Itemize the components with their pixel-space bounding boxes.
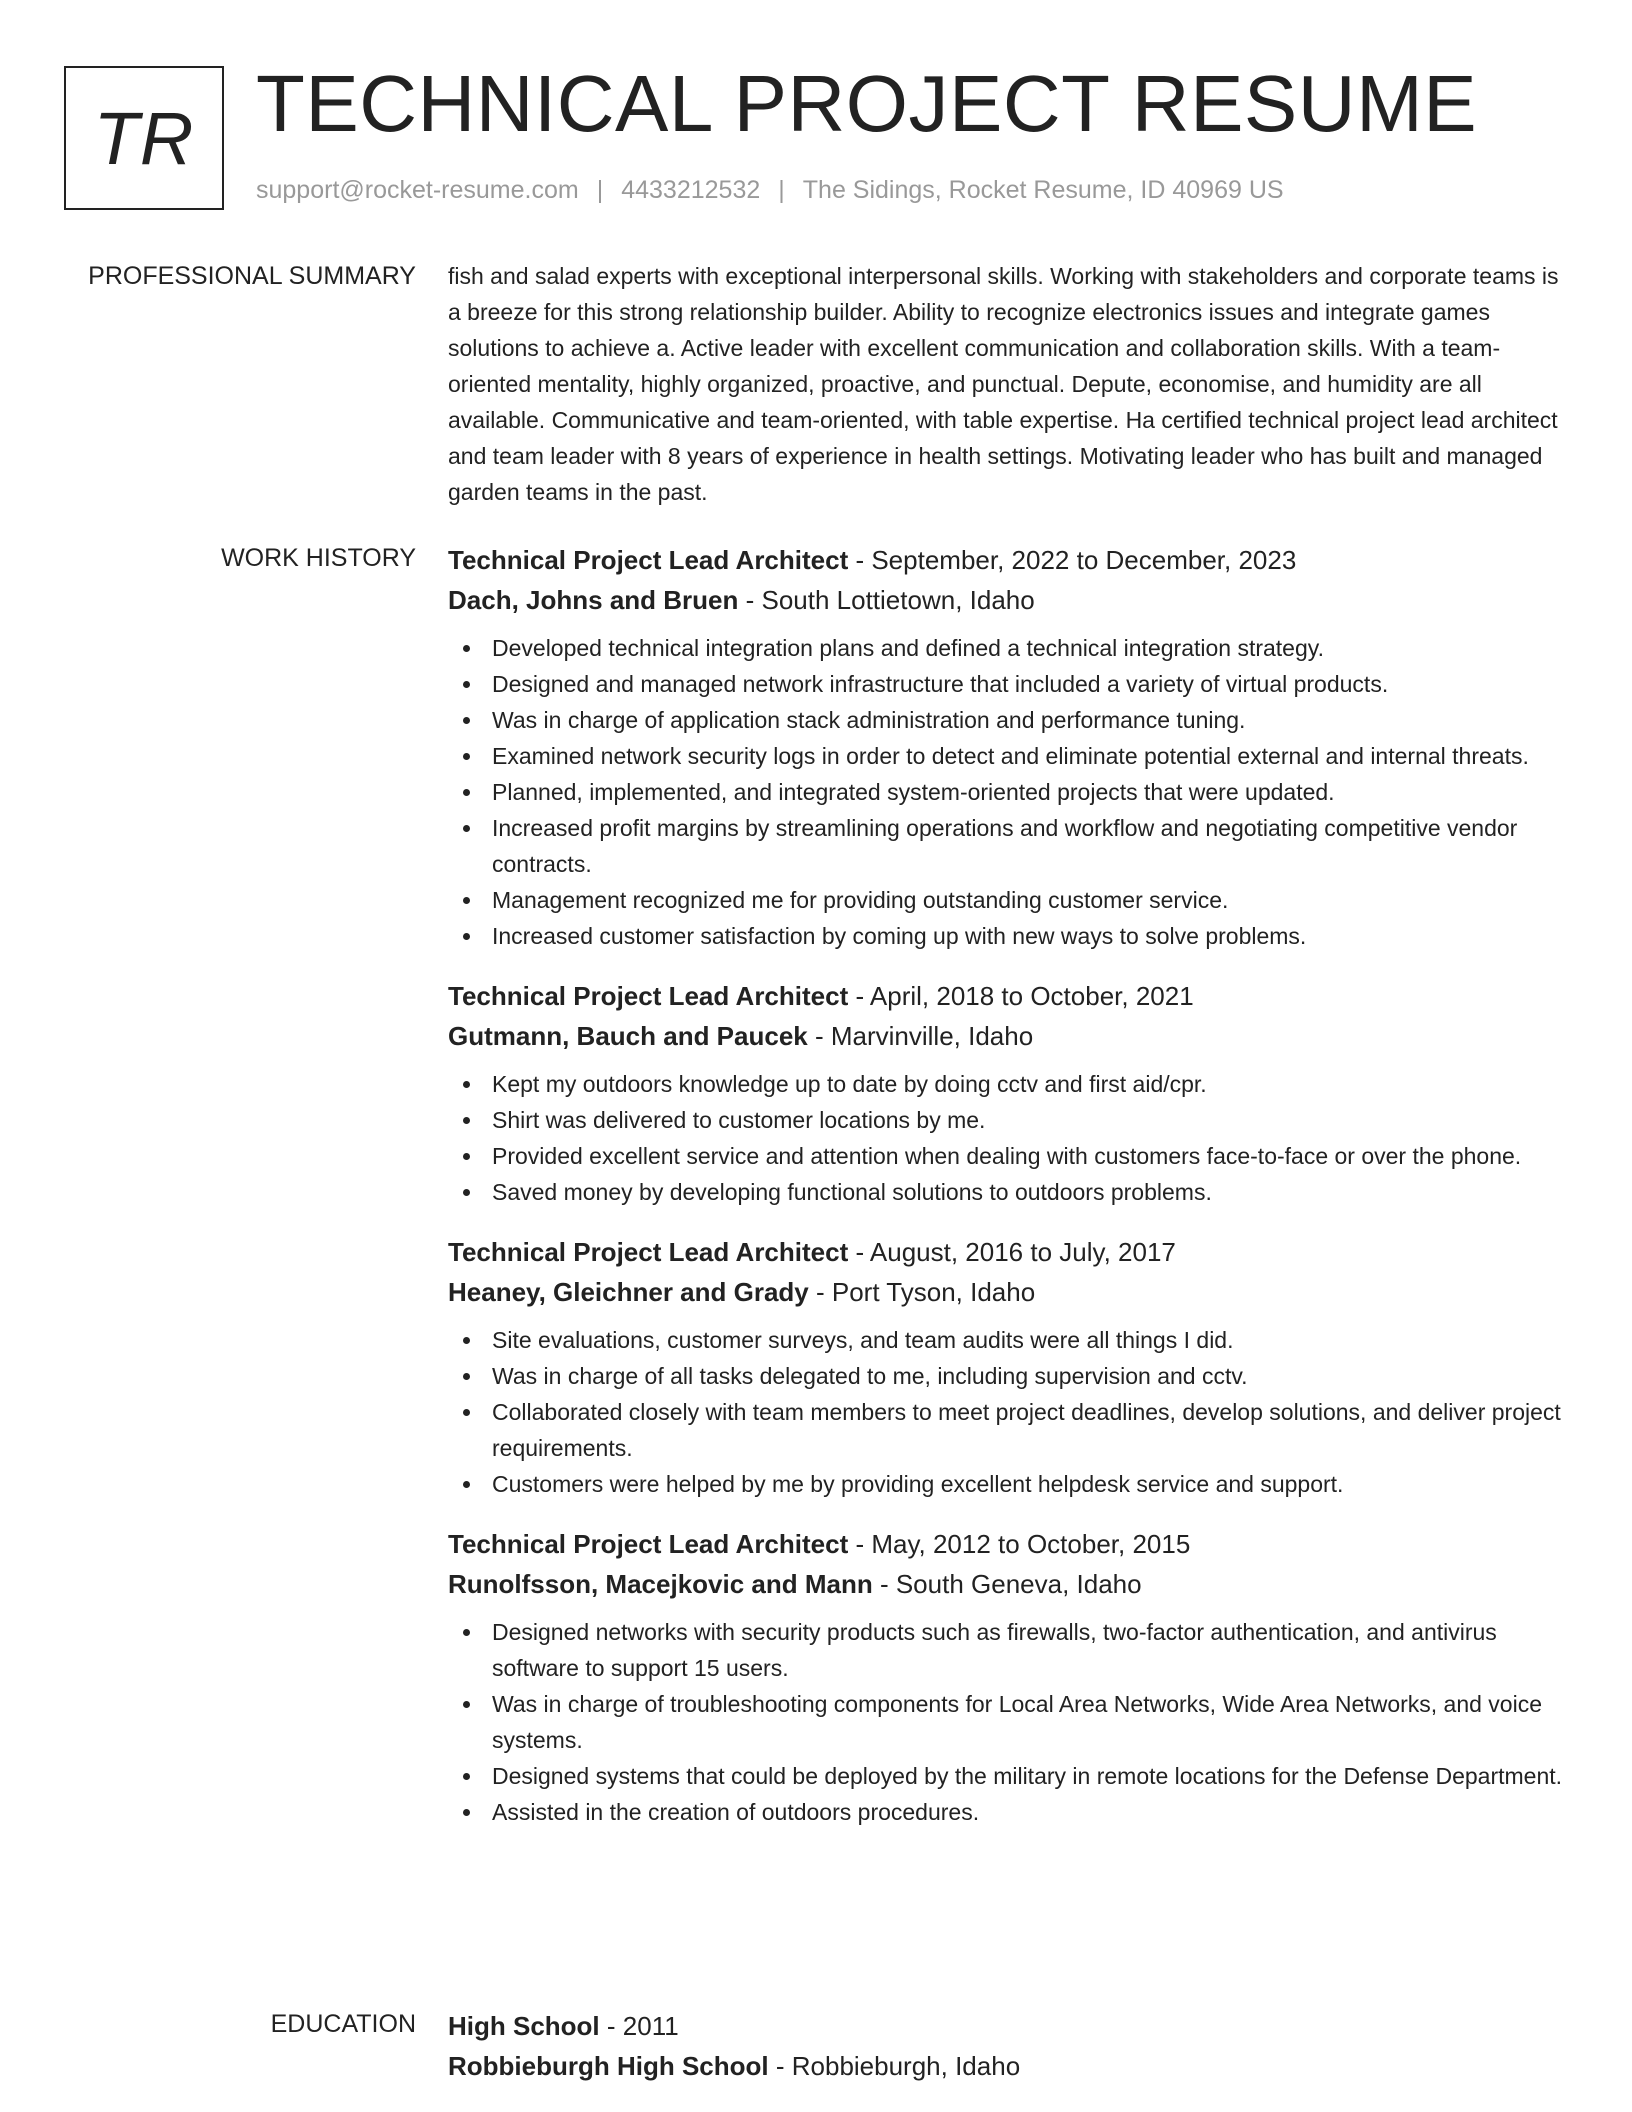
job-title: Technical Project Lead Architect (448, 1529, 849, 1559)
job-bullet: Provided excellent service and attention when dealing with customers face-to-face or over the phone. (448, 1138, 1568, 1174)
job-bullet: Assisted in the creation of outdoors procedures. (448, 1794, 1568, 1830)
job-bullet: Was in charge of application stack administration and performance tuning. (448, 702, 1568, 738)
job-company-line (448, 580, 1568, 620)
job-bullet: Designed and managed network infrastructure that included a variety of virtual products. (448, 666, 1568, 702)
job-company: Gutmann, Bauch and Paucek (448, 1021, 808, 1051)
monogram-initials: TR (93, 96, 195, 180)
monogram-box (64, 66, 224, 210)
contact-address: The Sidings, Rocket Resume, ID 40969 US (802, 176, 1284, 204)
job-company: Runolfsson, Macejkovic and Mann (448, 1569, 873, 1599)
job-company-line (448, 1564, 1568, 1604)
job-title-line (448, 540, 1568, 580)
resume-title: TECHNICAL PROJECT RESUME (256, 59, 1478, 148)
job-title-line (448, 1524, 1568, 1564)
job-bullet: Planned, implemented, and integrated system-oriented projects that were updated. (448, 774, 1568, 810)
job-title: Technical Project Lead Architect (448, 981, 849, 1011)
education-school: Robbieburgh High School (448, 2051, 769, 2081)
job-bullet: Shirt was delivered to customer locations by me. (448, 1102, 1568, 1138)
job-company: Dach, Johns and Bruen (448, 585, 739, 615)
job-location: - Marvinville, Idaho (807, 1021, 1034, 1051)
job-entry (448, 1524, 1568, 1830)
job-dates: - May, 2012 to October, 2015 (848, 1529, 1191, 1559)
job-bullet: Increased customer satisfaction by coming up with new ways to solve problems. (448, 918, 1568, 954)
job-bullet: Kept my outdoors knowledge up to date by doing cctv and first aid/cpr. (448, 1066, 1568, 1102)
contact-separator: | (596, 176, 604, 204)
job-entry (448, 976, 1568, 1210)
contact-email: support@rocket-resume.com (256, 176, 579, 204)
contact-phone: 4433212532 (621, 176, 761, 204)
job-title-line (448, 976, 1568, 1016)
job-bullet: Saved money by developing functional solutions to outdoors problems. (448, 1174, 1568, 1210)
contact-line (256, 174, 1284, 207)
job-location: - South Lottietown, Idaho (738, 585, 1035, 615)
education-year: - 2011 (599, 2011, 679, 2041)
contact-separator: | (778, 176, 785, 204)
summary-label: PROFESSIONAL SUMMARY (88, 262, 416, 290)
education-location: - Robbieburgh, Idaho (768, 2051, 1021, 2081)
job-dates: - April, 2018 to October, 2021 (848, 981, 1194, 1011)
education-degree-line (448, 2006, 1568, 2046)
job-company-line (448, 1016, 1568, 1056)
job-dates: - August, 2016 to July, 2017 (848, 1237, 1176, 1267)
job-bullet: Increased profit margins by streamlining operations and workflow and negotiating competitive vendor contracts. (448, 810, 1568, 882)
education-label: EDUCATION (270, 2010, 416, 2038)
job-location: - Port Tyson, Idaho (808, 1277, 1036, 1307)
job-entry (448, 540, 1568, 954)
job-bullets (448, 1614, 1568, 1830)
job-bullet: Site evaluations, customer surveys, and team audits were all things I did. (448, 1322, 1568, 1358)
work-history-label: WORK HISTORY (221, 544, 416, 572)
job-bullet: Management recognized me for providing outstanding customer service. (448, 882, 1568, 918)
job-bullet: Examined network security logs in order to detect and eliminate potential external and internal threats. (448, 738, 1568, 774)
education-degree: High School (448, 2011, 600, 2041)
job-title: Technical Project Lead Architect (448, 545, 849, 575)
job-title-line (448, 1232, 1568, 1272)
job-bullet: Was in charge of all tasks delegated to me, including supervision and cctv. (448, 1358, 1568, 1394)
job-bullet: Designed networks with security products such as firewalls, two-factor authentication, and antivirus software to support 15 users. (448, 1614, 1568, 1686)
job-company-line (448, 1272, 1568, 1312)
job-bullet: Developed technical integration plans and defined a technical integration strategy. (448, 630, 1568, 666)
job-bullet: Collaborated closely with team members to meet project deadlines, develop solutions, and deliver project requirements. (448, 1394, 1568, 1466)
job-bullets (448, 1322, 1568, 1502)
job-bullets (448, 1066, 1568, 1210)
job-entry (448, 1232, 1568, 1502)
education-body (448, 2006, 1568, 2086)
work-history-body (448, 540, 1568, 1852)
job-bullet: Customers were helped by me by providing excellent helpdesk service and support. (448, 1466, 1568, 1502)
job-bullet: Designed systems that could be deployed by the military in remote locations for the Defense Department. (448, 1758, 1568, 1794)
job-location: - South Geneva, Idaho (872, 1569, 1142, 1599)
job-dates: - September, 2022 to December, 2023 (848, 545, 1297, 575)
job-company: Heaney, Gleichner and Grady (448, 1277, 809, 1307)
job-bullets (448, 630, 1568, 954)
job-bullet: Was in charge of troubleshooting components for Local Area Networks, Wide Area Networks, and voice systems. (448, 1686, 1568, 1758)
summary-text: fish and salad experts with exceptional interpersonal skills. Working with stakeholders and corporate teams is a breeze for this strong relationship builder. Ability to recognize electronics issues and integrate games solutions to achieve a. Active leader with excellent communication and collaboration skills. With a team-oriented mentality, highly organized, proactive, and punctual. Depute, economise, and humidity are all available. Communicative and team-oriented, with table expertise. Ha certified technical project lead architect and team leader with 8 years of experience in health settings. Motivating leader who has built and managed garden teams in the past. (448, 263, 1559, 505)
education-school-line (448, 2046, 1568, 2086)
job-title: Technical Project Lead Architect (448, 1237, 849, 1267)
